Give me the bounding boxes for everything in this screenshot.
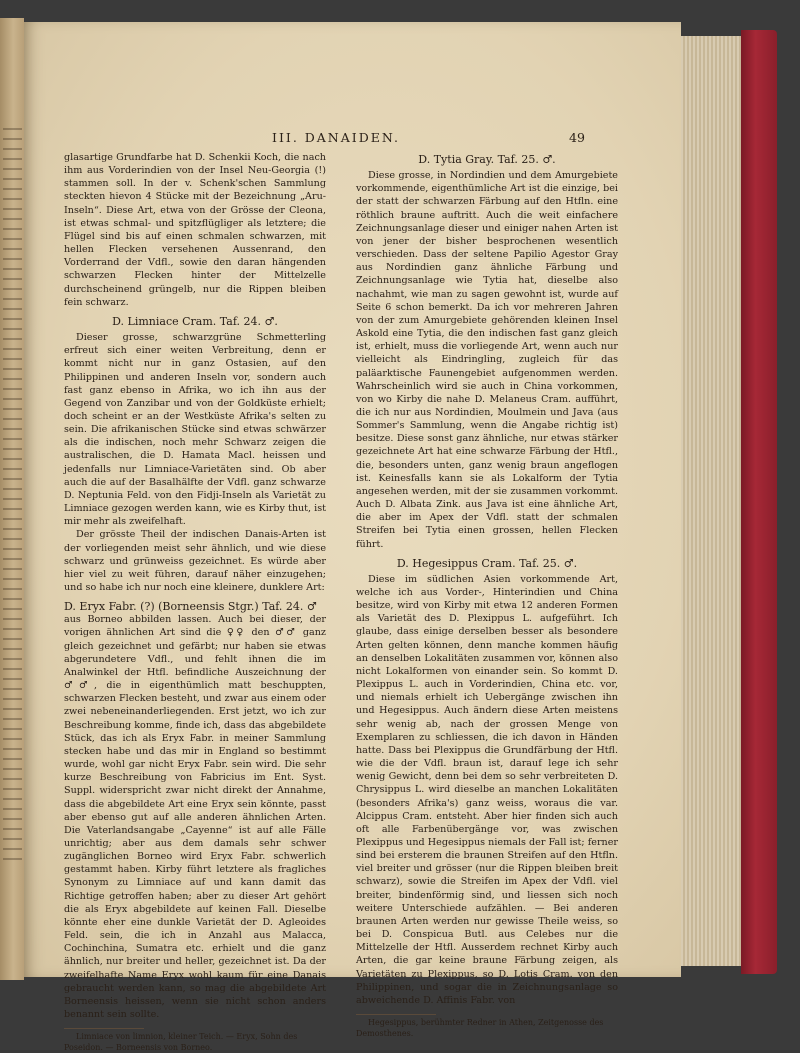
page-number: 49	[569, 130, 585, 145]
section-heading: D. Limniace Cram. Taf. 24. ♂.	[112, 314, 278, 328]
footnote-rule	[64, 1028, 144, 1029]
running-head: III. DANAIDEN.	[272, 130, 400, 145]
previous-page-edge	[0, 18, 24, 980]
page-block-edge	[681, 36, 741, 966]
section-heading: D. Tytia Gray. Taf. 25. ♂.	[418, 153, 556, 166]
paragraph: Diese im südlichen Asien vorkommende Art, welche ich aus Vorder-, Hinterindien und China besitze, wird von Kirby mit etwa 12 anderen Formen als Varietät des D. Plexippus L. aufgeführt. Ich glaube, dass einige derselben besser als besondere Arten gelten können, denn manche kommen häufig an denselben Lokalitäten zusammen vor, können also nicht Lokalformen von einander sein. So kommt D. Plexippus L. auch in Vorderindien, China etc. vor, und niemals erhielt ich Uebergänge zwischen ihn und Hegesippus. Auch ändern diese Arten meistens sehr wenig ab, nach der grossen Menge von Exemplaren zu schliessen, die ich davon in Händen hatte. Dass bei Plexippus die Grundfärbung der Htfl. wie die der Vdfl. braun ist, darauf lege ich sehr wenig Gewicht, denn bei dem so sehr verbreiteten D. Chrysippus L. wird dieselbe an manchen Lokalitäten (besonders Afrika's) ganz weiss, woraus die var. Alcippus Cram. entsteht. Aber hier finden sich auch oft alle Farbenübergänge vor, was zwischen Plexippus und Hegesippus niemals der Fall ist; ferner sind bei ersterem die braunen Streifen auf den Htfln. viel breiter und grösser (nur die Rippen bleiben breit schwarz), sowie die Streifen im Apex der Vdfl. viel breiter, bindenförmig sind, und liessen sich noch weitere Unterschiede aufzählen. — Bei anderen braunen Arten werden nur gewisse Theile weiss, so bei D. Conspicua Butl. aus Celebes nur die Mittelzelle der Htfl. Ausserdem rechnet Kirby auch Arten, die gar keine braune Färbung zeigen, als Varietäten zu Plexippus, so D. Lotis Cram. von den Philippinen, und sogar die in Zeichnungsanlage so abweichende D. Affinis Fabr. von	[356, 573, 618, 1006]
paragraph: Diese grosse, in Nordindien und dem Amurgebiete vorkommende, eigenthümliche Art ist die einzige, bei der statt der schwarzen Färbung auf den Htfln. eine röthlich braune auftritt. Auch die weit einfachere Zeichnungsanlage dieser und einiger nahen Arten ist von jener der bisher besprochenen wesentlich verschieden. Dass der seltene Papilio Agestor Gray aus Nordindien ganz ähnliche Färbung und Zeichnungsanlage wie Tytia hat, dieselbe also nachahmt, wie man zu sagen gewohnt ist, wurde auf Seite 6 schon bemerkt. Da ich vor mehreren Jahren von der zum Amurgebiete gehörenden kleinen Insel Askold eine Tytia, die den indischen fast ganz gleich ist, erhielt, muss die vorliegende Art, wenn auch nur vielleicht als Eindringling, zugleich für das paläarktische Faunengebiet aufgenommen werden. Wahrscheinlich wird sie auch in China vorkommen, von wo Kirby die nahe D. Melaneus Cram. aufführt, die ich nur aus Nordindien, Moulmein und Java (aus Sommer's Sammlung, wenn die Angabe richtig ist) besitze. Diese sonst ganz ähnliche, nur etwas stärker gezeichnete Art hat eine schwarze Färbung der Htfl., die, besonders unten, ganz wenig braun angeflogen ist. Keinesfalls kann sie als Lokalform der Tytia angesehen werden, mit der sie zusammen vorkommt. Auch D. Albata Zink. aus Java ist eine ähnliche Art, die aber im Apex der Vdfl. statt der schmalen Streifen bei Tytia einen grossen, hellen Flecken führt.	[356, 170, 618, 550]
paragraph: Der grösste Theil der indischen Danais-Arten ist der vorliegenden meist sehr ähnlich, und wie diese schwarz und grünweiss gezeichnet. Es würde aber hier viel zu weit führen, darauf näher einzugehen; und so habe ich nur noch eine kleinere, dunklere Art:	[64, 529, 326, 593]
paragraph: aus Borneo abbilden lassen. Auch bei dieser, der vorigen ähnlichen Art sind die ♀♀ den ♂♂ ganz gleich gezeichnet und gefärbt; nur haben sie etwas abgerundetere Vdfl., und fehlt ihnen die im Analwinkel der Htfl. befindliche Auszeichnung der ♂♂, die in eigenthümlich matt beschuppten, schwarzen Flecken besteht, und zwar aus einem oder zwei nebeneinanderliegenden. Erst jetzt, wo ich zur Beschreibung komme, finde ich, dass das abgebildete Stück, das ich als Eryx Fabr. in meiner Sammlung stecken habe und das mir in England so bestimmt wurde, wohl gar nicht Eryx Fabr. sein wird. Die sehr kurze Beschreibung von Fabricius im Ent. Syst. Suppl. widerspricht zwar nicht direkt der Annahme, dass die abgebildete Art eine Eryx sein könnte, passt aber ebenso gut auf alle anderen ähnlichen Arten. Die Vaterlandsangabe „Cayenne“ ist auf alle Fälle unrichtig; aber aus dem damals sehr schwer zugänglichen Borneo wird Eryx Fabr. schwerlich gestammt haben. Kirby führt letztere als fragliches Synonym zu Limniace auf und kann damit das Richtige getroffen haben; aber zu dieser Art gehört die als Eryx abgebildete auf keinen Fall. Dieselbe könnte eher eine dunkle Varietät der D. Agleoides Feld. sein, die ich in Anzahl aus Malacca, Cochinchina, Sumatra etc. erhielt und die ganz ähnlich, nur breiter und heller, gezeichnet ist. Da der zweifelhafte Name Eryx wohl kaum für eine Danais gebraucht werden kann, so mag die abgebildete Art Borneensis heissen, wenn sie nicht schon anders benannt sein sollte.	[64, 614, 326, 1020]
footnote: Limniace von limnion, kleiner Teich. — Eryx, Sohn des Poseidon. — Borneensis von Borneo.	[64, 1032, 298, 1052]
page-header	[24, 130, 681, 150]
book-page	[24, 22, 681, 1052]
footnote: Hegesippus, berühmter Redner in Athen, Zeitgenosse des Demosthenes.	[356, 1018, 604, 1038]
section-heading: D. Eryx Fabr. (?) (Borneensis Stgr.) Taf. 24. ♂	[64, 600, 317, 614]
paragraph: Dieser grosse, schwarzgrüne Schmetterling erfreut sich einer weiten Verbreitung, denn er kommt nicht nur in ganz Ostasien, auf den Philippinen und anderen Inseln vor, sondern auch fast ganz ebenso in Afrika, wo ich ihn aus der Gegend von Zanzibar und von der Goldküste erhielt; doch scheint er an der Westküste Afrika's selten zu sein. Die afrikanischen Stücke sind etwas schwärzer als die indischen, noch mehr Schwarz zeigen die australischen, die D. Hamata Macl. heissen und jedenfalls nur Limniace-Varietäten sind. Ob aber auch die auf der Basalhälfte der Vdfl. ganz schwarze D. Neptunia Feld. von den Fidji-Inseln als Varietät zu Limniace gezogen werden kann, wie es Kirby thut, ist mir mehr als zweifelhaft.	[64, 332, 326, 528]
left-column	[64, 151, 326, 1053]
section-heading: D. Hegesippus Cram. Taf. 25. ♂.	[396, 556, 578, 570]
footnote-rule	[356, 1014, 436, 1015]
right-column	[356, 151, 618, 1039]
paragraph: glasartige Grundfarbe hat D. Schenkii Koch, die nach ihm aus Vorderindien von der Insel Neu-Georgia (!) stammen soll. In der v. Schenk'schen Sammlung steckten hievon 4 Stücke mit der Bezeichnung „Aru-Inseln“. Diese Art, etwa von der Grösse der Cleona, ist etwas schmal- und spitzflügliger als letztere; die Flügel sind bis auf einen schmalen schwarzen, mit hellen Flecken versehenen Aussenrand, den Vorderrand der Vdfl., sowie den daran hängenden schwarzen Flecken hinter der Mittelzelle durchscheinend grüngelb, nur die Rippen bleiben fein schwarz.	[64, 152, 326, 308]
book-cover	[741, 30, 777, 974]
